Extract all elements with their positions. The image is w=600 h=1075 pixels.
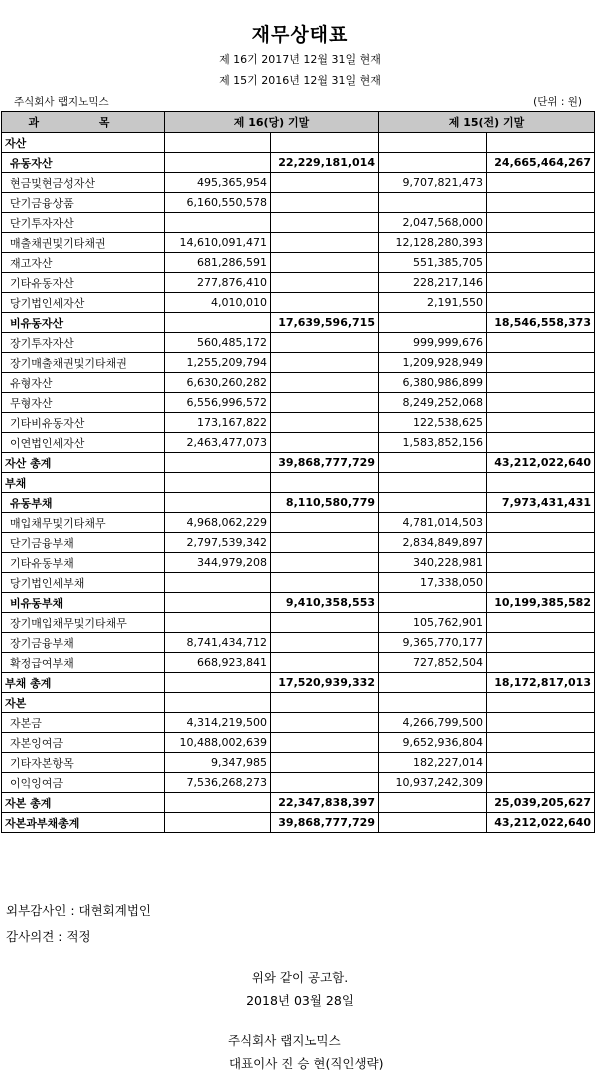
row-label: 자본 (2, 693, 165, 713)
table-row (2, 573, 595, 593)
row-label: 자본잉여금 (2, 733, 165, 753)
prior-detail-value (379, 493, 487, 513)
prior-detail-value: 1,583,852,156 (379, 433, 487, 453)
table-row (2, 153, 595, 173)
current-subtotal-value (271, 693, 379, 713)
row-label: 단기금융상품 (2, 193, 165, 213)
table-row (2, 593, 595, 613)
current-detail-value: 681,286,591 (165, 253, 271, 273)
table-row (2, 453, 595, 473)
table-row (2, 693, 595, 713)
row-label: 이익잉여금 (2, 773, 165, 793)
table-row (2, 313, 595, 333)
prior-subtotal-value (487, 253, 595, 273)
prior-subtotal-value (487, 353, 595, 373)
row-label: 기타유동자산 (2, 273, 165, 293)
current-subtotal-value: 39,868,777,729 (271, 813, 379, 833)
prior-subtotal-value (487, 533, 595, 553)
notice-date: 2018년 03월 28일 (246, 993, 354, 1008)
current-subtotal-value (271, 213, 379, 233)
prior-detail-value (379, 593, 487, 613)
current-subtotal-value (271, 573, 379, 593)
table-row (2, 133, 595, 153)
row-label: 자산 (2, 133, 165, 153)
row-label: 장기매출채권및기타채권 (2, 353, 165, 373)
prior-detail-value: 1,209,928,949 (379, 353, 487, 373)
header-account: 과 목 (2, 112, 165, 133)
table-row (2, 213, 595, 233)
prior-subtotal-value (487, 433, 595, 453)
prior-detail-value: 182,227,014 (379, 753, 487, 773)
current-detail-value (165, 813, 271, 833)
prior-subtotal-value (487, 193, 595, 213)
table-row (2, 713, 595, 733)
current-detail-value: 668,923,841 (165, 653, 271, 673)
row-label: 자산 총계 (2, 453, 165, 473)
row-label: 매출채권및기타채권 (2, 233, 165, 253)
current-detail-value: 344,979,208 (165, 553, 271, 573)
prior-subtotal-value: 18,172,817,013 (487, 673, 595, 693)
current-subtotal-value: 9,410,358,553 (271, 593, 379, 613)
table-row (2, 673, 595, 693)
current-detail-value: 4,314,219,500 (165, 713, 271, 733)
current-subtotal-value (271, 393, 379, 413)
current-detail-value: 8,741,434,712 (165, 633, 271, 653)
prior-detail-value: 228,217,146 (379, 273, 487, 293)
balance-sheet-table (1, 111, 595, 833)
prior-subtotal-value (487, 133, 595, 153)
prior-detail-value (379, 673, 487, 693)
row-label: 당기법인세자산 (2, 293, 165, 313)
prior-subtotal-value (487, 273, 595, 293)
table-row (2, 753, 595, 773)
table-row (2, 733, 595, 753)
current-subtotal-value (271, 253, 379, 273)
row-label: 장기투자자산 (2, 333, 165, 353)
prior-detail-value: 12,128,280,393 (379, 233, 487, 253)
prior-subtotal-value (487, 773, 595, 793)
row-label: 자본 총계 (2, 793, 165, 813)
prior-detail-value (379, 193, 487, 213)
table-row (2, 333, 595, 353)
current-detail-value (165, 613, 271, 633)
prior-subtotal-value (487, 713, 595, 733)
prior-detail-value: 551,385,705 (379, 253, 487, 273)
prior-detail-value (379, 693, 487, 713)
row-label: 무형자산 (2, 393, 165, 413)
prior-subtotal-value (487, 213, 595, 233)
prior-detail-value (379, 473, 487, 493)
current-subtotal-value: 8,110,580,779 (271, 493, 379, 513)
current-detail-value: 560,485,172 (165, 333, 271, 353)
table-row (2, 433, 595, 453)
prior-detail-value: 727,852,504 (379, 653, 487, 673)
prior-subtotal-value (487, 613, 595, 633)
current-subtotal-value (271, 373, 379, 393)
header-current-period: 제 16(당) 기말 (165, 112, 379, 133)
table-row (2, 253, 595, 273)
row-label: 장기매입채무및기타채무 (2, 613, 165, 633)
row-label: 기타유동부채 (2, 553, 165, 573)
current-detail-value: 1,255,209,794 (165, 353, 271, 373)
table-row (2, 293, 595, 313)
prior-detail-value (379, 813, 487, 833)
prior-detail-value: 10,937,242,309 (379, 773, 487, 793)
current-detail-value (165, 473, 271, 493)
current-subtotal-value (271, 753, 379, 773)
row-label: 당기법인세부채 (2, 573, 165, 593)
table-row (2, 233, 595, 253)
current-detail-value: 4,968,062,229 (165, 513, 271, 533)
prior-detail-value: 9,707,821,473 (379, 173, 487, 193)
current-subtotal-value (271, 413, 379, 433)
current-subtotal-value (271, 553, 379, 573)
prior-subtotal-value (487, 653, 595, 673)
row-label: 비유동자산 (2, 313, 165, 333)
row-label: 이연법인세자산 (2, 433, 165, 453)
current-detail-value: 6,630,260,282 (165, 373, 271, 393)
auditor-text: 외부감사인 : 대현회계법인 (6, 903, 151, 918)
prior-subtotal-value: 7,973,431,431 (487, 493, 595, 513)
prior-detail-value: 2,047,568,000 (379, 213, 487, 233)
current-subtotal-value: 17,639,596,715 (271, 313, 379, 333)
audit-opinion-text: 감사의견 : 적정 (6, 929, 91, 944)
current-subtotal-value: 39,868,777,729 (271, 453, 379, 473)
current-subtotal-value (271, 473, 379, 493)
table-row (2, 553, 595, 573)
notice-text: 위와 같이 공고함. (251, 970, 349, 985)
row-label: 재고자산 (2, 253, 165, 273)
current-detail-value (165, 133, 271, 153)
current-detail-value (165, 213, 271, 233)
row-label: 기타자본항목 (2, 753, 165, 773)
current-detail-value: 4,010,010 (165, 293, 271, 313)
row-label: 유동부채 (2, 493, 165, 513)
prior-detail-value: 340,228,981 (379, 553, 487, 573)
prior-detail-value: 2,834,849,897 (379, 533, 487, 553)
current-detail-value: 2,463,477,073 (165, 433, 271, 453)
current-subtotal-value (271, 353, 379, 373)
prior-detail-value: 4,266,799,500 (379, 713, 487, 733)
table-row (2, 813, 595, 833)
prior-detail-value: 9,652,936,804 (379, 733, 487, 753)
current-subtotal-value (271, 653, 379, 673)
current-detail-value: 6,160,550,578 (165, 193, 271, 213)
prior-subtotal-value: 18,546,558,373 (487, 313, 595, 333)
table-row (2, 773, 595, 793)
table-row (2, 273, 595, 293)
prior-subtotal-value (487, 633, 595, 653)
current-subtotal-value (271, 713, 379, 733)
header-prior-period: 제 15(전) 기말 (379, 112, 595, 133)
current-subtotal-value (271, 173, 379, 193)
row-label: 유형자산 (2, 373, 165, 393)
current-detail-value: 6,556,996,572 (165, 393, 271, 413)
prior-subtotal-value (487, 293, 595, 313)
current-subtotal-value: 17,520,939,332 (271, 673, 379, 693)
row-label: 부채 (2, 473, 165, 493)
prior-subtotal-value (487, 233, 595, 253)
signature-company: 주식회사 랩지노믹스 (228, 1033, 341, 1048)
row-label: 단기금융부채 (2, 533, 165, 553)
prior-detail-value (379, 153, 487, 173)
prior-subtotal-value (487, 473, 595, 493)
row-label: 매입채무및기타채무 (2, 513, 165, 533)
current-detail-value (165, 593, 271, 613)
current-subtotal-value (271, 773, 379, 793)
table-row (2, 353, 595, 373)
current-subtotal-value: 22,229,181,014 (271, 153, 379, 173)
prior-detail-value: 2,191,550 (379, 293, 487, 313)
current-detail-value (165, 793, 271, 813)
prior-detail-value: 105,762,901 (379, 613, 487, 633)
current-subtotal-value (271, 733, 379, 753)
prior-subtotal-value (487, 733, 595, 753)
current-detail-value: 10,488,002,639 (165, 733, 271, 753)
prior-subtotal-value: 10,199,385,582 (487, 593, 595, 613)
table-row (2, 633, 595, 653)
prior-detail-value: 8,249,252,068 (379, 393, 487, 413)
current-detail-value: 173,167,822 (165, 413, 271, 433)
current-detail-value (165, 573, 271, 593)
current-subtotal-value (271, 613, 379, 633)
row-label: 자본금 (2, 713, 165, 733)
table-row (2, 173, 595, 193)
prior-detail-value: 9,365,770,177 (379, 633, 487, 653)
prior-subtotal-value: 43,212,022,640 (487, 453, 595, 473)
prior-detail-value: 4,781,014,503 (379, 513, 487, 533)
table-row (2, 513, 595, 533)
current-subtotal-value (271, 633, 379, 653)
table-row (2, 613, 595, 633)
prior-detail-value (379, 133, 487, 153)
prior-subtotal-value (487, 513, 595, 533)
table-row (2, 533, 595, 553)
prior-detail-value (379, 313, 487, 333)
current-subtotal-value (271, 133, 379, 153)
prior-subtotal-value (487, 693, 595, 713)
table-row (2, 193, 595, 213)
prior-subtotal-value (487, 393, 595, 413)
table-row (2, 493, 595, 513)
prior-subtotal-value (487, 573, 595, 593)
row-label: 기타비유동자산 (2, 413, 165, 433)
current-detail-value: 495,365,954 (165, 173, 271, 193)
signature-representative: 대표이사 진 승 현(직인생략) (229, 1056, 384, 1071)
current-subtotal-value (271, 273, 379, 293)
current-detail-value: 277,876,410 (165, 273, 271, 293)
row-label: 단기투자자산 (2, 213, 165, 233)
company-name: 주식회사 랩지노믹스 (14, 96, 109, 108)
current-subtotal-value: 22,347,838,397 (271, 793, 379, 813)
current-detail-value (165, 453, 271, 473)
row-label: 유동자산 (2, 153, 165, 173)
prior-subtotal-value (487, 333, 595, 353)
table-header-row (2, 112, 595, 133)
document-title: 재무상태표 (251, 24, 349, 46)
prior-subtotal-value: 24,665,464,267 (487, 153, 595, 173)
row-label: 현금및현금성자산 (2, 173, 165, 193)
prior-subtotal-value (487, 553, 595, 573)
current-subtotal-value (271, 293, 379, 313)
current-detail-value (165, 493, 271, 513)
prior-detail-value (379, 453, 487, 473)
prior-subtotal-value (487, 173, 595, 193)
current-subtotal-value (271, 233, 379, 253)
prior-subtotal-value: 43,212,022,640 (487, 813, 595, 833)
current-subtotal-value (271, 433, 379, 453)
current-subtotal-value (271, 333, 379, 353)
prior-detail-value: 6,380,986,899 (379, 373, 487, 393)
prior-detail-value: 999,999,676 (379, 333, 487, 353)
current-detail-value (165, 693, 271, 713)
table-row (2, 413, 595, 433)
prior-subtotal-value: 25,039,205,627 (487, 793, 595, 813)
current-subtotal-value (271, 193, 379, 213)
prior-subtotal-value (487, 373, 595, 393)
table-row (2, 793, 595, 813)
current-detail-value: 2,797,539,342 (165, 533, 271, 553)
current-detail-value (165, 673, 271, 693)
prior-subtotal-value (487, 753, 595, 773)
table-row (2, 393, 595, 413)
current-detail-value: 14,610,091,471 (165, 233, 271, 253)
current-detail-value (165, 153, 271, 173)
row-label: 자본과부채총계 (2, 813, 165, 833)
current-detail-value (165, 313, 271, 333)
table-row (2, 373, 595, 393)
row-label: 확정급여부채 (2, 653, 165, 673)
period-prior: 제 15기 2016년 12월 31일 현재 (219, 74, 381, 87)
current-subtotal-value (271, 513, 379, 533)
current-detail-value: 9,347,985 (165, 753, 271, 773)
current-subtotal-value (271, 533, 379, 553)
prior-detail-value: 17,338,050 (379, 573, 487, 593)
prior-detail-value: 122,538,625 (379, 413, 487, 433)
prior-detail-value (379, 793, 487, 813)
unit-label: (단위 : 원) (533, 96, 582, 108)
current-detail-value: 7,536,268,273 (165, 773, 271, 793)
period-current: 제 16기 2017년 12월 31일 현재 (219, 53, 381, 66)
row-label: 비유동부채 (2, 593, 165, 613)
table-row (2, 473, 595, 493)
table-row (2, 653, 595, 673)
row-label: 부채 총계 (2, 673, 165, 693)
prior-subtotal-value (487, 413, 595, 433)
row-label: 장기금융부채 (2, 633, 165, 653)
